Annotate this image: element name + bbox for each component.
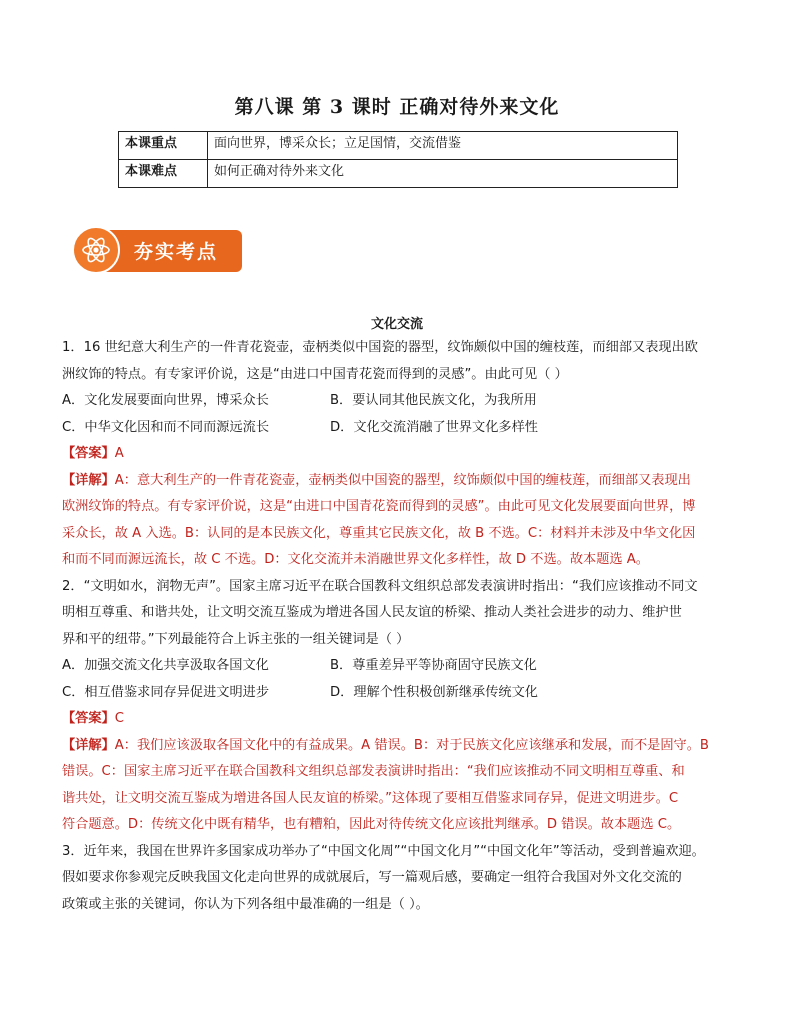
question-stem: 2．“文明如水，润物无声”。国家主席习近平在联合国教科文组织总部发表演讲时指出：“我们应该推动不同文 — [62, 578, 698, 594]
option-a: A．加强交流文化共享汲取各国文化 — [62, 658, 269, 673]
answer-value: C — [114, 711, 124, 726]
detail-line: 和而不同而源远流长，故 C 不选。D：文化交流并未消融世界文化多样性，故 D 不选。故本题选 A。 — [62, 552, 649, 567]
table-key: 本课重点 — [119, 132, 208, 160]
options-row — [62, 415, 738, 442]
question-stem: 假如要求你参观完反映我国文化走向世界的成就展后，写一篇观后感，要确定一组符合我国对外文化交流的 — [62, 870, 682, 885]
question-stem: 明相互尊重、和谐共处，让文明交流互鉴成为增进各国人民友谊的桥梁、推动人类社会进步的动力、维护世 — [62, 605, 682, 620]
option-a: A．文化发展要面向世界，博采众长 — [62, 393, 269, 408]
option-d: D．理解个性积极创新继承传统文化 — [330, 684, 538, 700]
detail-line: 谐共处，让文明交流互鉴成为增进各国人民友谊的桥梁。”这体现了要相互借鉴求同存异，促进文明进步。C — [62, 790, 679, 806]
detail-line — [62, 468, 738, 495]
table-row — [119, 160, 678, 188]
section-banner — [72, 226, 242, 274]
question-stem: 政策或主张的关键词，你认为下列各组中最准确的一组是（ ）。 — [62, 896, 429, 912]
answer-tag: 【答案】 — [62, 446, 115, 461]
answer-line — [62, 441, 738, 468]
option-c: C．相互借鉴求同存异促进文明进步 — [62, 684, 270, 700]
option-b: B．要认同其他民族文化，为我所用 — [330, 393, 537, 408]
question-stem: 3．近年来，我国在世界许多国家成功举办了“中国文化周”“中国文化月”“中国文化年”等活动，受到普遍欢迎。 — [62, 843, 705, 859]
options-row — [62, 653, 738, 680]
detail-tag: 【详解】 — [62, 472, 115, 488]
question-stem: 洲纹饰的特点。有专家评价说，这是“由进口中国青花瓷而得到的灵感”。由此可见（ ） — [62, 366, 568, 382]
detail-line: 错误。C：国家主席习近平在联合国教科文组织总部发表演讲时指出：“我们应该推动不同文明相互尊重、和 — [62, 764, 685, 779]
question-stem: 1．16 世纪意大利生产的一件青花瓷壶，壶柄类似中国瓷的器型，纹饰颇似中国的缠枝莲，而细部又表现出欧 — [62, 340, 698, 355]
detail-line — [62, 733, 738, 760]
options-row — [62, 680, 738, 707]
answer-value: A — [114, 446, 124, 461]
table-row — [119, 132, 678, 160]
detail-text: A：我们应该汲取各国文化中的有益成果。A 错误。B：对于民族文化应该继承和发展，而不是固守。B — [114, 737, 709, 753]
answer-line — [62, 706, 738, 733]
detail-text: A：意大利生产的一件青花瓷壶，壶柄类似中国瓷的器型，纹饰颇似中国的缠枝莲，而细部又表现出 — [114, 472, 691, 488]
detail-line: 采众长，故 A 入选。B：认同的是本民族文化，尊重其它民族文化，故 B 不选。C：材料并未涉及中华文化因 — [62, 525, 696, 541]
answer-tag: 【答案】 — [62, 711, 115, 726]
option-b: B．尊重差异平等协商固守民族文化 — [330, 658, 537, 673]
detail-line: 符合题意。D：传统文化中既有精华，也有糟粕，因此对待传统文化应该批判继承。D 错误。故本题选 C。 — [62, 817, 681, 832]
section-heading: 文化交流 — [370, 317, 423, 332]
table-value: 如何正确对待外来文化 — [208, 160, 678, 188]
question-stem: 界和平的纽带。”下列最能符合上诉主张的一组关键词是（ ） — [62, 631, 410, 647]
option-d: D．文化交流消融了世界文化多样性 — [330, 419, 538, 435]
detail-tag: 【详解】 — [62, 737, 115, 753]
page-title: 第八课 第 3 课时 正确对待外来文化 — [234, 96, 560, 118]
table-value: 面向世界，博采众长；立足国情，交流借鉴 — [208, 132, 678, 160]
questions — [62, 335, 738, 918]
options-row — [62, 388, 738, 415]
detail-line: 欧洲纹饰的特点。有专家评价说，这是“由进口中国青花瓷而得到的灵感”。由此可见文化发展要面向世界，博 — [62, 499, 696, 514]
table-key: 本课难点 — [119, 160, 208, 188]
option-c: C．中华文化因和而不同而源远流长 — [62, 419, 270, 435]
atom-icon — [72, 226, 120, 274]
key-points-table — [118, 131, 678, 188]
banner-label: 夯实考点 — [134, 241, 219, 263]
